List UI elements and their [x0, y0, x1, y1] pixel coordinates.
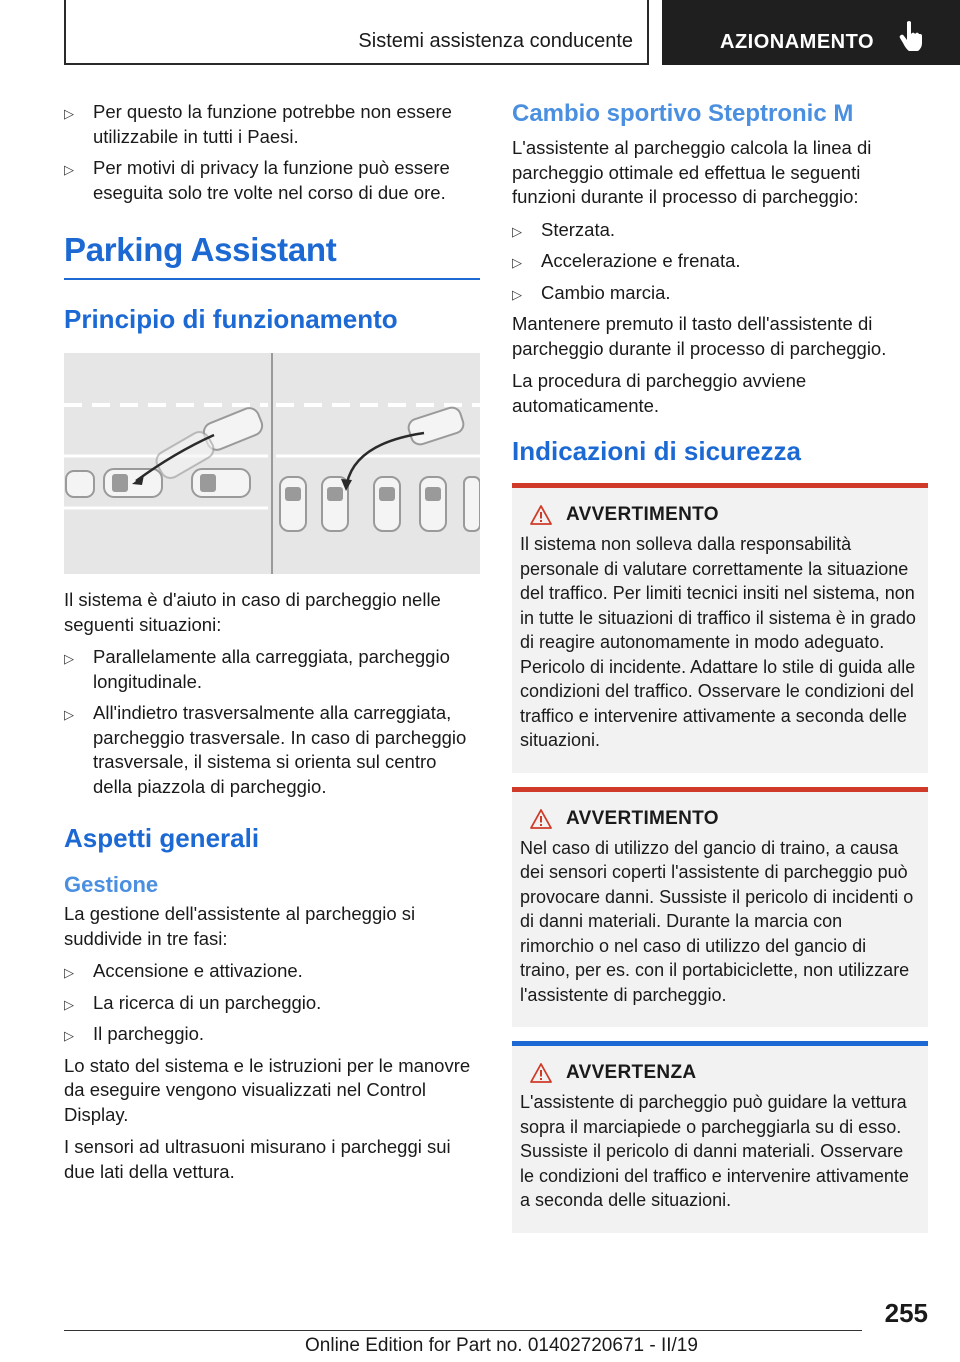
triangle-bullet-icon: ▷	[64, 965, 74, 980]
steptronic-paragraph: L'assistente al parcheggio calcola la linea di parcheggio ottimale ed effettua le seguenti funzioni durante il processo di parcheggio:	[512, 137, 872, 207]
list-item: ▷ Cambio marcia.	[512, 281, 928, 306]
notice-box	[512, 1041, 928, 1233]
triangle-bullet-icon: ▷	[64, 1028, 74, 1043]
page-header	[0, 0, 960, 66]
edition-footer: Online Edition for Part no. 01402720671 - II/19	[305, 1335, 698, 1356]
list-item: ▷ Parallelamente alla carreggiata, parcheggio longitudinale.	[64, 646, 450, 692]
footer-divider	[64, 1330, 862, 1331]
chapter-tab	[662, 0, 960, 65]
warning-text: Nel caso di utilizzo del gancio di traino, a causa dei sensori coperti l'assistente di parcheggio può provocare danni. Sussiste il pericolo di incidenti o di danni materiali. Durante la marcia con rimorchio o nel caso di utilizzo del gancio di traino, per es. con il portabiciclette, non utilizzare l'assistente di parcheggio.	[520, 837, 914, 1005]
auto-paragraph: La procedura di parcheggio avviene automaticamente.	[512, 370, 807, 416]
list-item: ▷ Sterzata.	[512, 218, 928, 243]
chapter-title: AZIONAMENTO	[720, 31, 875, 53]
hand-pointer-icon	[898, 20, 926, 52]
list-item: ▷ Il parcheggio.	[64, 1022, 480, 1047]
list-item: ▷ All'indietro trasversalmente alla carreggiata, parcheggio trasversale. In caso di parcheggio trasversale, il sistema si orienta sul centro della piazzola di parcheggio.	[64, 702, 467, 797]
list-item: ▷ Accensione e attivazione.	[64, 959, 480, 984]
privacy-bullets	[64, 100, 480, 205]
warning-triangle-icon	[530, 809, 552, 829]
section-heading-principle: Principio di funzionamento	[64, 304, 398, 334]
subsection-heading-steptronic: Cambio sportivo Steptronic M	[512, 100, 854, 127]
gestione-paragraph: La gestione dell'assistente al parcheggio si suddivide in tre fasi:	[64, 903, 416, 949]
right-column	[512, 100, 928, 1247]
page-number: 255	[884, 1298, 928, 1328]
section-tab	[64, 0, 649, 65]
subsection-heading-gestione: Gestione	[64, 872, 159, 897]
notice-text: L'assistente di parcheggio può guidare la vettura sopra il marciapiede o parcheggiarla su di esso. Sussiste il pericolo di danni materiali. Osservare le condizioni del traffico e intervenire attivamente a seconda delle situazioni.	[520, 1092, 909, 1210]
triangle-bullet-icon: ▷	[64, 651, 74, 666]
intro-paragraph: Il sistema è d'aiuto in caso di parcheggio nelle seguenti situazioni:	[64, 589, 441, 635]
list-item: ▷ Accelerazione e frenata.	[512, 249, 928, 274]
triangle-bullet-icon: ▷	[512, 286, 522, 302]
section-heading-safety: Indicazioni di sicurezza	[512, 436, 801, 466]
function-list	[512, 218, 928, 306]
list-item: ▷ Per questo la funzione potrebbe non essere utilizzabile in tutti i Paesi.	[64, 101, 452, 147]
phase-list	[64, 959, 480, 1047]
hold-paragraph: Mantenere premuto il tasto dell'assistente di parcheggio durante il processo di parcheggio.	[512, 313, 887, 359]
notice-title: AVVERTENZA	[566, 1062, 697, 1083]
list-item: ▷ La ricerca di un parcheggio.	[64, 991, 480, 1016]
notice-triangle-icon	[530, 1063, 552, 1083]
triangle-bullet-icon: ▷	[512, 255, 522, 270]
warning-title: AVVERTIMENTO	[566, 807, 719, 829]
section-title: Sistemi assistenza conducente	[358, 30, 633, 52]
warning-box	[512, 787, 928, 1028]
warning-text: Il sistema non solleva dalla responsabilità personale di valutare correttamente la situazione del traffico. Per limiti tecnici insiti nel sistema, non in tutte le situazioni di traffico il sistema è in grado di reagire autonomamente in modo adeguato. Pericolo di incidente. Adattare lo stile di guida alle condizioni del traffico. Osservare le condizioni del traffico e intervenire attivamente a seconda delle situazioni.	[520, 534, 916, 750]
warning-triangle-icon	[530, 505, 552, 525]
left-column	[64, 100, 480, 1192]
triangle-bullet-icon: ▷	[64, 162, 74, 177]
warning-title: AVVERTIMENTO	[566, 504, 719, 525]
triangle-bullet-icon: ▷	[64, 996, 74, 1012]
parking-illustration	[64, 353, 480, 574]
triangle-bullet-icon: ▷	[64, 106, 74, 121]
triangle-bullet-icon: ▷	[64, 707, 74, 722]
chapter-heading: Parking Assistant	[64, 231, 480, 280]
triangle-bullet-icon: ▷	[512, 223, 522, 239]
sensors-paragraph: I sensori ad ultrasuoni misurano i parcheggi sui due lati della vettura.	[64, 1136, 451, 1182]
section-heading-general: Aspetti generali	[64, 823, 260, 853]
list-item: ▷ Per motivi di privacy la funzione può essere eseguita solo tre volte nel corso di due ore.	[64, 157, 450, 203]
warning-box	[512, 483, 928, 773]
situation-list	[64, 645, 480, 799]
status-paragraph: Lo stato del sistema e le istruzioni per le manovre da eseguire vengono visualizzati nel Control Display.	[64, 1054, 471, 1125]
